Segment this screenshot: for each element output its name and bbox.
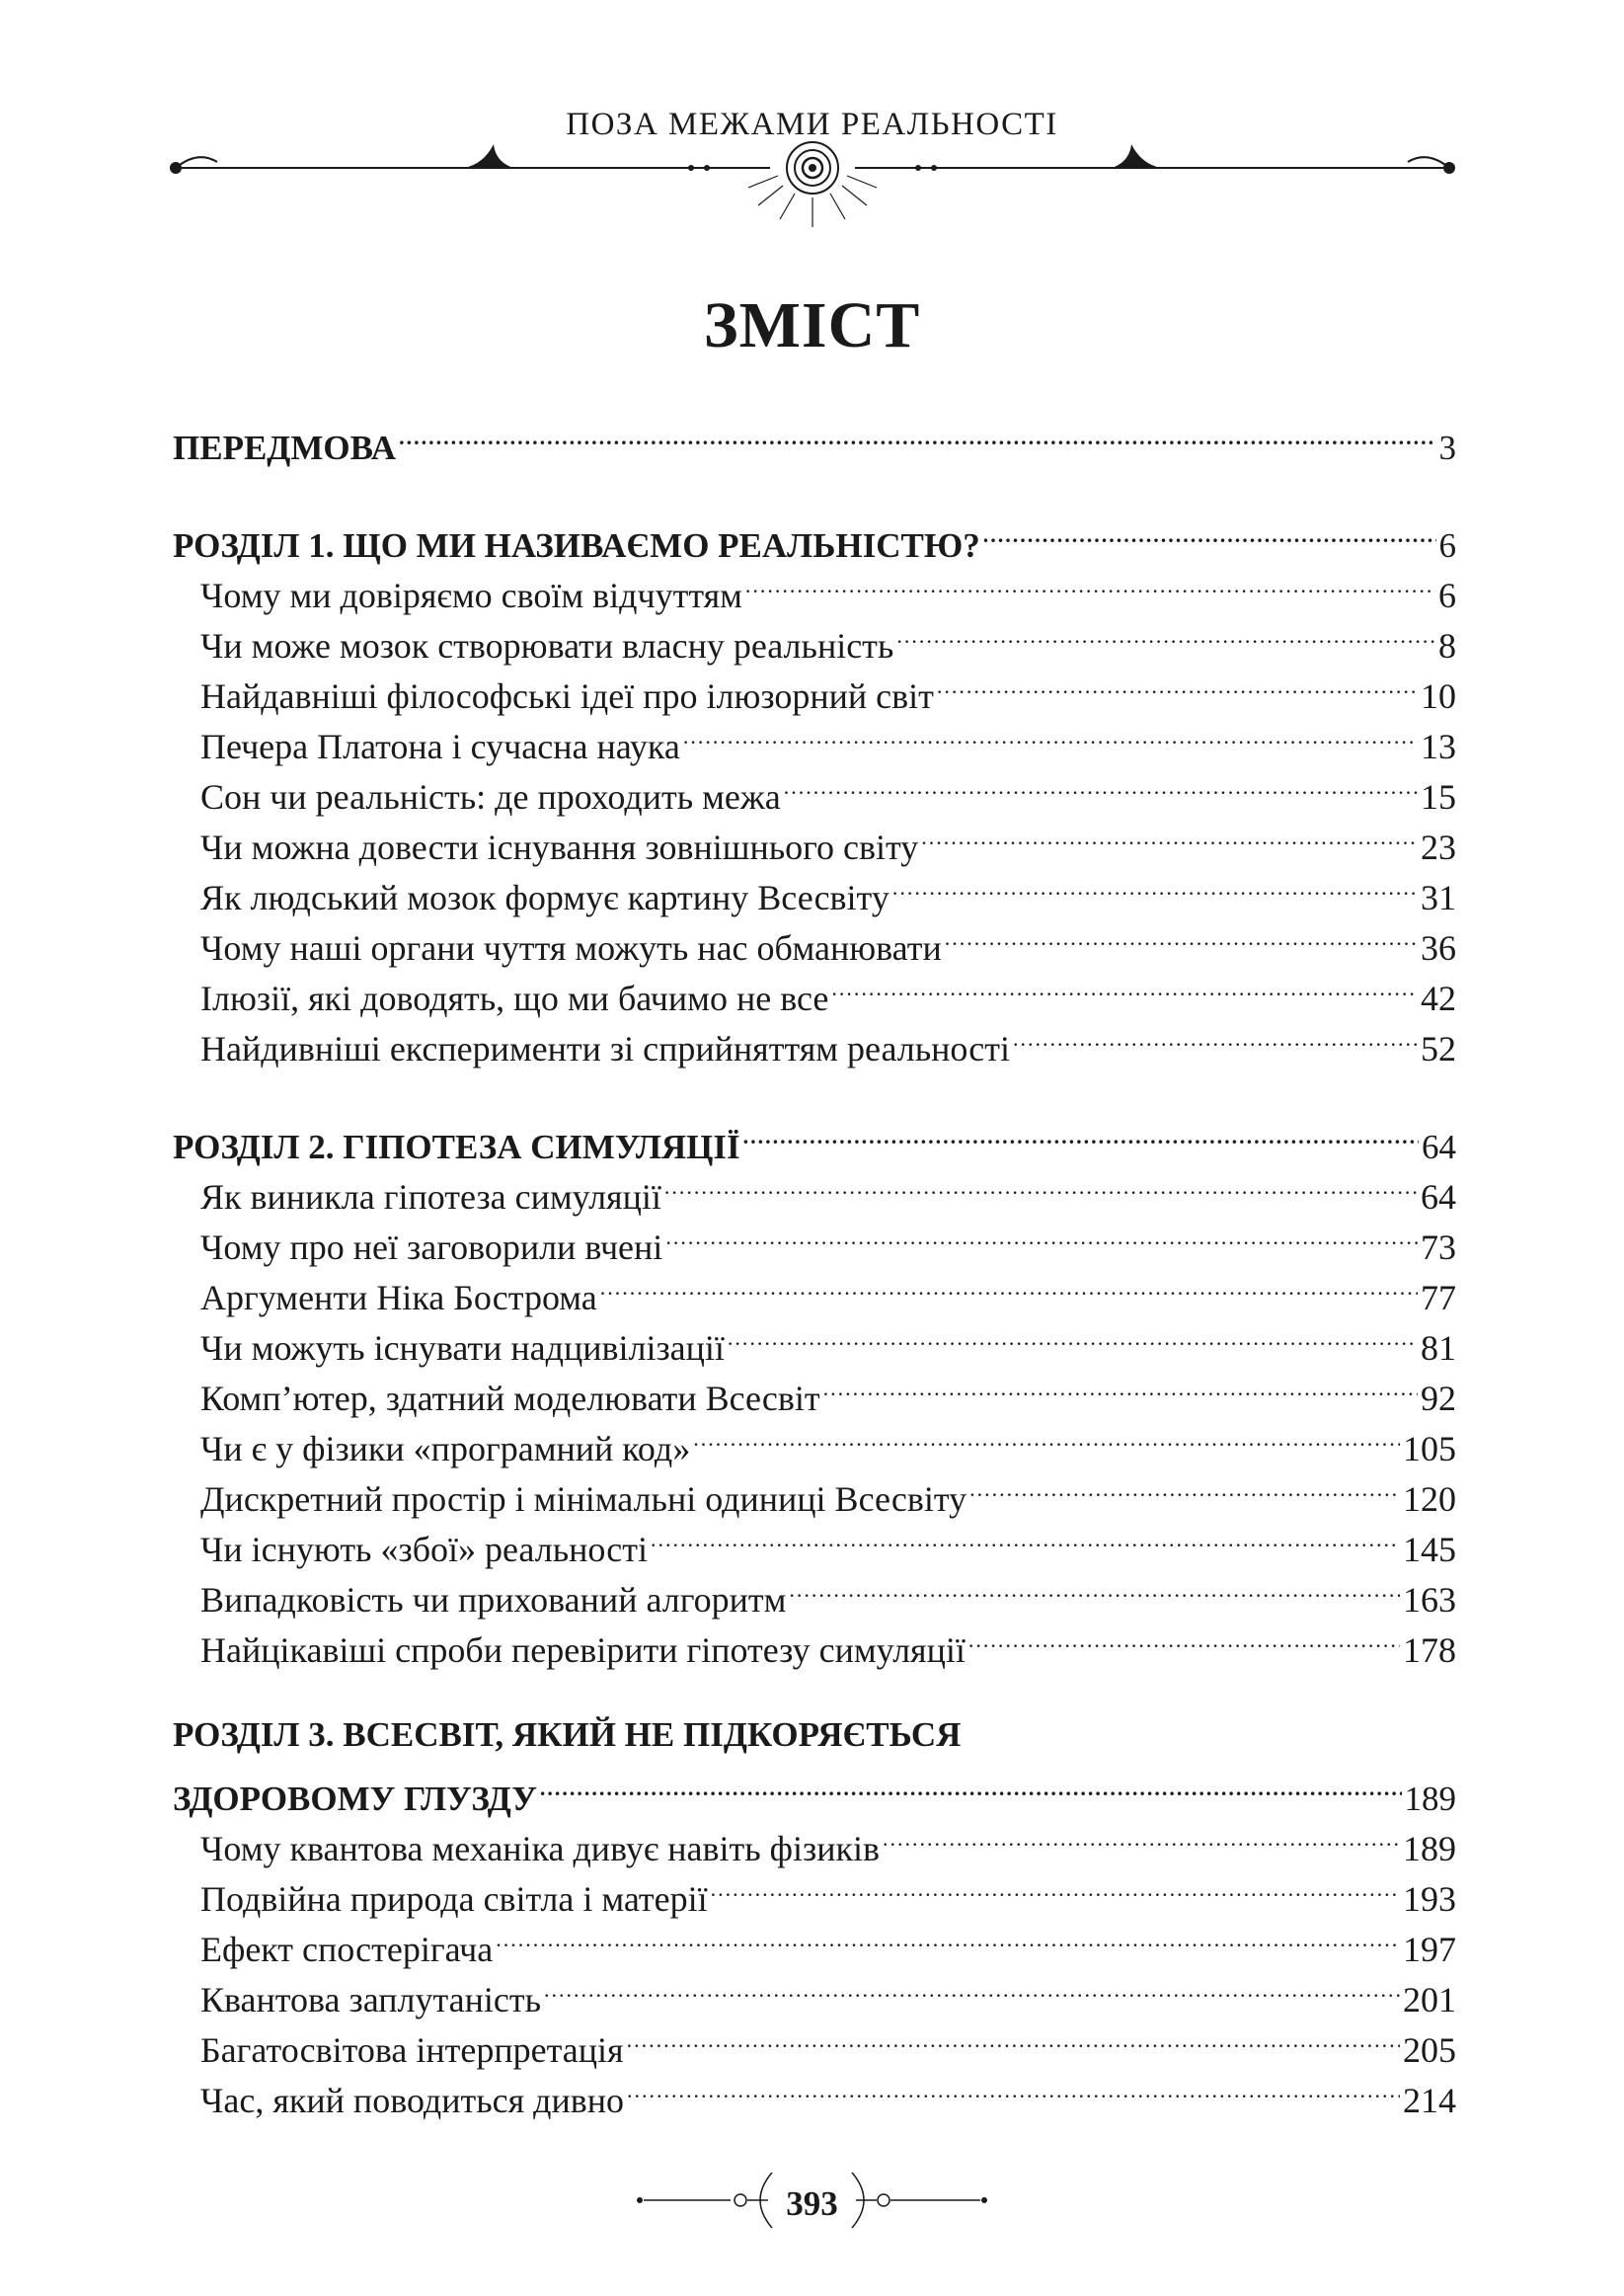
dot-leader xyxy=(892,859,1418,910)
dot-leader xyxy=(664,1158,1418,1209)
dot-leader xyxy=(937,658,1418,708)
toc-entry-label: РОЗДІЛ 1. ЩО МИ НАЗИВАЄМО РЕАЛЬНІСТЮ? xyxy=(173,526,980,565)
toc-group-chapter-3 xyxy=(173,1709,1456,2120)
toc-entry-page: 178 xyxy=(1403,1630,1456,1670)
toc-entry-page: 81 xyxy=(1421,1328,1456,1368)
dot-leader xyxy=(969,1461,1400,1511)
toc-entry-page: 3 xyxy=(1438,429,1456,467)
toc-entry-label: Чи може мозок створювати власну реальність xyxy=(200,626,894,666)
toc-entry-chapter-2[interactable] xyxy=(173,1108,1456,1166)
toc-group-preface xyxy=(173,409,1456,467)
toc-entry-page: 6 xyxy=(1438,526,1456,565)
toc-group-chapter-2 xyxy=(173,1108,1456,1670)
toc-entry-page: 105 xyxy=(1403,1429,1456,1468)
running-title: ПОЗА МЕЖАМИ РЕАЛЬНОСТІ xyxy=(566,107,1058,142)
toc-entry-label: Час, який поводиться дивно xyxy=(200,2081,625,2120)
dot-leader xyxy=(600,1259,1418,1309)
dot-leader xyxy=(627,2062,1400,2112)
toc-entry-label: Чи можуть існувати надцивілізації xyxy=(200,1328,725,1368)
toc-entry-label: Чому квантова механіка дивує навіть фізиків xyxy=(200,1829,880,1868)
toc-entry-label: ЗДОРОВОМУ ГЛУЗДУ xyxy=(173,1780,537,1818)
toc-entry-page: 197 xyxy=(1403,1930,1456,1969)
dot-leader xyxy=(683,708,1418,758)
toc-entry-label: Випадковість чи прихований алгоритм xyxy=(200,1580,787,1620)
dot-leader xyxy=(896,607,1435,658)
dot-leader xyxy=(728,1309,1418,1360)
toc-entry-preface[interactable] xyxy=(173,409,1456,467)
toc-entry-page: 193 xyxy=(1403,1879,1456,1919)
toc-entry-label: Дискретний простір і мінімальні одиниці Всесвіту xyxy=(200,1479,967,1519)
toc-entry-label: Комп’ютер, здатний моделювати Всесвіт xyxy=(200,1379,820,1418)
toc-entry-page: 8 xyxy=(1438,626,1456,666)
toc-entry-page: 36 xyxy=(1421,928,1456,968)
dot-leader xyxy=(496,1911,1400,1961)
toc-entry-label: Подвійна природа світла і матерії xyxy=(200,1879,708,1919)
toc-entry-label: Чи можна довести існування зовнішнього світу xyxy=(200,828,919,867)
toc-entry-page: 77 xyxy=(1421,1278,1456,1317)
toc-entry-page: 92 xyxy=(1421,1379,1456,1418)
toc-entry-page: 23 xyxy=(1421,828,1456,867)
toc-entry-label: Найдавніші філософські ідеї про ілюзорний світ xyxy=(200,676,934,716)
toc-entry-page: 205 xyxy=(1403,2030,1456,2070)
toc-entry-page: 120 xyxy=(1403,1479,1456,1519)
dot-leader xyxy=(544,1961,1400,2012)
toc-entry-label: Печера Платона і сучасна наука xyxy=(200,727,680,766)
toc-entry-label: Аргументи Ніка Бострома xyxy=(200,1278,597,1317)
dot-leader xyxy=(968,1612,1400,1662)
contents-title: ЗМІСТ xyxy=(703,289,921,361)
toc-entry-label: Чи існують «збої» реальності xyxy=(200,1530,648,1569)
toc-entry-chapter-3[interactable] xyxy=(173,1760,1456,1818)
toc-entry-page: 31 xyxy=(1421,878,1456,917)
toc-entry-page: 6 xyxy=(1438,576,1456,615)
toc-entry-page: 13 xyxy=(1421,727,1456,766)
toc-entry-page: 189 xyxy=(1403,1829,1456,1868)
toc-entry-page: 64 xyxy=(1422,1128,1456,1166)
table-of-contents xyxy=(173,409,1456,2160)
toc-entry-label: Багатосвітова інтерпретація xyxy=(200,2030,624,2070)
toc-group-chapter-1 xyxy=(173,507,1456,1069)
dot-leader xyxy=(711,1861,1400,1911)
toc-entry-page: 64 xyxy=(1421,1177,1456,1217)
toc-entry-page: 52 xyxy=(1421,1029,1456,1069)
dot-leader xyxy=(540,1760,1402,1810)
dot-leader xyxy=(627,2012,1400,2062)
dot-leader xyxy=(784,758,1418,809)
toc-entry-label: Ефект спостерігача xyxy=(200,1930,494,1969)
toc-entry-label: Ілюзії, які доводять, що ми бачимо не все xyxy=(200,979,829,1018)
dot-leader xyxy=(921,809,1418,859)
dot-leader xyxy=(651,1511,1400,1561)
dot-leader xyxy=(823,1360,1418,1410)
page-number: 393 xyxy=(786,2184,838,2223)
header-ornament xyxy=(158,128,1467,237)
toc-entry-page: 201 xyxy=(1403,1980,1456,2019)
dot-leader xyxy=(399,409,1435,459)
toc-entry-page: 15 xyxy=(1421,777,1456,817)
toc-entry-page: 189 xyxy=(1404,1780,1456,1818)
toc-entry-chapter-3-line1[interactable]: РОЗДІЛ 3. ВСЕСВІТ, ЯКИЙ НЕ ПІДКОРЯЄТЬСЯ xyxy=(173,1715,962,1754)
toc-entry-label: Сон чи реальність: де проходить межа xyxy=(200,777,781,817)
toc-entry-page: 73 xyxy=(1421,1227,1456,1267)
dot-leader xyxy=(883,1810,1400,1861)
dot-leader xyxy=(693,1410,1400,1461)
dot-leader xyxy=(665,1209,1418,1259)
toc-entry-chapter-1[interactable] xyxy=(173,507,1456,565)
toc-entry-label: Як людський мозок формує картину Всесвіту xyxy=(200,878,889,917)
toc-entry-page: 214 xyxy=(1403,2081,1456,2120)
toc-entry-label: Найдивніші експерименти зі сприйняттям реальності xyxy=(200,1029,1011,1069)
toc-entry-label: Чому ми довіряємо своїм відчуттям xyxy=(200,576,742,615)
dot-leader xyxy=(1013,1010,1418,1061)
dot-leader xyxy=(743,1108,1419,1158)
dot-leader xyxy=(983,507,1436,557)
dot-leader xyxy=(945,910,1418,960)
toc-entry-label: Квантова заплутаність xyxy=(200,1980,542,2019)
toc-entry-page: 10 xyxy=(1421,676,1456,716)
toc-entry-label: Найцікавіші спроби перевірити гіпотезу симуляції xyxy=(200,1630,966,1670)
toc-entry-label: Чи є у фізики «програмний код» xyxy=(200,1429,691,1468)
toc-entry-label: Чому про неї заговорили вчені xyxy=(200,1227,663,1267)
dot-leader xyxy=(831,960,1418,1010)
dot-leader xyxy=(745,557,1435,607)
toc-entry-page: 163 xyxy=(1403,1580,1456,1620)
toc-entry-label: Чому наші органи чуття можуть нас обманювати xyxy=(200,928,942,968)
toc-entry-label: ПЕРЕДМОВА xyxy=(173,429,397,467)
dot-leader xyxy=(789,1561,1400,1612)
toc-entry-page: 145 xyxy=(1403,1530,1456,1569)
toc-entry-label: Як виникла гіпотеза симуляції xyxy=(200,1177,661,1217)
toc-entry-page: 42 xyxy=(1421,979,1456,1018)
toc-entry-label: РОЗДІЛ 2. ГІПОТЕЗА СИМУЛЯЦІЇ xyxy=(173,1128,740,1166)
